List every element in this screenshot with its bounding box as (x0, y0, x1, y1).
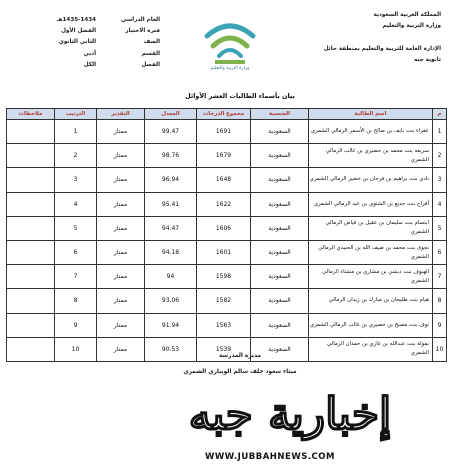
table-row (7, 240, 447, 264)
cell-total: 1648 (197, 168, 251, 192)
cell-m: 2 (433, 144, 447, 168)
header-ministry-block (281, 10, 441, 66)
cell-notes (7, 337, 55, 361)
cell-m: 5 (433, 216, 447, 240)
cell-notes (7, 216, 55, 240)
cell-rank: 7 (55, 265, 97, 289)
signature-role: مديرة المدرسة (218, 353, 262, 359)
info-key: الصف (143, 39, 160, 46)
cell-name: الهنوف بنت دبشي بن مشاري بن مشناء الرمالي الشمري (309, 265, 433, 289)
info-value: الثاني الثانوي (58, 39, 96, 46)
cell-name: أفراح بنت جديع بن الشتوي بن عيد الرمالي الشمري (309, 192, 433, 216)
cell-total: 1563 (197, 313, 251, 337)
cell-m: 6 (433, 240, 447, 264)
cell-grade: ممتاز (97, 216, 145, 240)
cell-nationality: السعودية (251, 120, 309, 144)
info-row (32, 60, 160, 71)
header-spacer (281, 32, 441, 44)
cell-total: 1539 (197, 337, 251, 361)
cell-avg: 94.47 (145, 216, 197, 240)
cell-rank: 6 (55, 240, 97, 264)
info-value: الكل (83, 62, 96, 69)
cell-total: 1679 (197, 144, 251, 168)
table-row (7, 120, 447, 144)
cell-nationality: السعودية (251, 216, 309, 240)
cell-rank: 2 (55, 144, 97, 168)
cell-nationality: السعودية (251, 144, 309, 168)
cell-name: ابتسام بنت سليمان بن عقيل بن فياض الرمالي الشمري (309, 216, 433, 240)
info-row (32, 37, 160, 48)
cell-avg: 95.41 (145, 192, 197, 216)
cell-avg: 90.53 (145, 337, 197, 361)
header-line: المملكة العربية السعودية (373, 12, 441, 18)
cell-avg: 96.94 (145, 168, 197, 192)
cell-nationality: السعودية (251, 192, 309, 216)
info-value: 1435-1434هـ (56, 16, 96, 23)
cell-m: 9 (433, 313, 447, 337)
column-header: الجنسية (251, 109, 309, 120)
cell-notes (7, 265, 55, 289)
signature-name: ميثاء سعود خلف سالم الويباري الشمري (183, 369, 297, 375)
cell-m: 10 (433, 337, 447, 361)
table-row (7, 313, 447, 337)
cell-grade: ممتاز (97, 192, 145, 216)
column-header: مجموع الدرجات (197, 109, 251, 120)
info-value: الفصل الأول (61, 28, 96, 35)
table-row (7, 192, 447, 216)
column-header: ملاحظات (7, 109, 55, 120)
cell-total: 1622 (197, 192, 251, 216)
info-value: أدبي (83, 50, 96, 57)
cell-notes (7, 192, 55, 216)
cell-avg: 94.18 (145, 240, 197, 264)
cell-m: 7 (433, 265, 447, 289)
table-row (7, 265, 447, 289)
cell-avg: 98.76 (145, 144, 197, 168)
info-key: العام الدراسي (121, 16, 160, 23)
cell-name: عفراء بنت نايف بن صالح بن الأسمر الرمالي الشمري (309, 120, 433, 144)
cell-rank: 1 (55, 120, 97, 144)
cell-rank: 5 (55, 216, 97, 240)
cell-total: 1582 (197, 289, 251, 313)
cell-name: نادي بنت براهيم بن فرحان بن خضير الرمالي الشمري (309, 168, 433, 192)
cell-notes (7, 289, 55, 313)
cell-m: 3 (433, 168, 447, 192)
info-row (32, 48, 160, 59)
header-line: ثانوية جبه (414, 57, 441, 63)
cell-grade: ممتاز (97, 289, 145, 313)
cell-rank: 8 (55, 289, 97, 313)
cell-notes (7, 144, 55, 168)
cell-notes (7, 313, 55, 337)
table-row (7, 168, 447, 192)
brand-watermark: إخبارية جبه (188, 389, 392, 440)
cell-grade: ممتاز (97, 313, 145, 337)
cell-total: 1691 (197, 120, 251, 144)
cell-total: 1606 (197, 216, 251, 240)
cell-avg: 93.06 (145, 289, 197, 313)
column-header: الترتيب (55, 109, 97, 120)
cell-notes (7, 120, 55, 144)
cell-grade: ممتاز (97, 240, 145, 264)
cell-avg: 91.94 (145, 313, 197, 337)
cell-rank: 3 (55, 168, 97, 192)
cell-avg: 94 (145, 265, 197, 289)
cell-name: نجوى بنت محمد بن ضيف الله بن الحبيدي الرمالي الشمري (309, 240, 433, 264)
cell-m: 1 (433, 120, 447, 144)
table-header-row (7, 109, 447, 120)
column-header: التقدير (97, 109, 145, 120)
website-url: WWW.JUBBAHNEWS.COM (205, 452, 335, 462)
table-row (7, 144, 447, 168)
info-row (32, 25, 160, 36)
cell-grade: ممتاز (97, 265, 145, 289)
cell-name: نوف بنت مصيخ بن حضيري بن غالب الرمالي الشمري (309, 313, 433, 337)
info-row (32, 14, 160, 25)
info-key: فترة الاختبار (125, 28, 160, 35)
column-header: اسم الطالبة (309, 109, 433, 120)
cell-name: سريعه بنت محمد بن حضيري بن غالب الرمالي الشمري (309, 144, 433, 168)
cell-nationality: السعودية (251, 265, 309, 289)
table-row (7, 216, 447, 240)
cell-total: 1598 (197, 265, 251, 289)
cell-m: 4 (433, 192, 447, 216)
signature-block (140, 348, 340, 380)
cell-avg: 99.47 (145, 120, 197, 144)
cell-rank: 4 (55, 192, 97, 216)
cell-name: نمولة بنت عبدالله بن غازي بن حمدان الرمالي الشمري (309, 337, 433, 361)
info-key: القسم (141, 50, 160, 57)
cell-nationality: السعودية (251, 168, 309, 192)
cell-grade: ممتاز (97, 120, 145, 144)
cell-nationality: السعودية (251, 313, 309, 337)
cell-grade: ممتاز (97, 337, 145, 361)
header-line: الإدارة العامة للتربية والتعليم بمنطقة حائل (323, 46, 441, 52)
cell-nationality: السعودية (251, 337, 309, 361)
exam-info-block (32, 14, 160, 71)
cell-nationality: السعودية (251, 289, 309, 313)
column-header: المعدل (145, 109, 197, 120)
cell-rank: 9 (55, 313, 97, 337)
cell-name: هيام بنت طليحان بن مبارك بن زيدان الرمالي (309, 289, 433, 313)
logo-caption: وزارة التربية والتعليم (210, 66, 250, 71)
students-table (6, 108, 447, 362)
cell-m: 8 (433, 289, 447, 313)
cell-grade: ممتاز (97, 168, 145, 192)
cell-total: 1601 (197, 240, 251, 264)
cell-notes (7, 168, 55, 192)
info-key: الفصل (141, 62, 160, 69)
cell-notes (7, 240, 55, 264)
header-line: وزارة التربية والتعليم (382, 23, 441, 29)
table-row (7, 289, 447, 313)
cell-grade: ممتاز (97, 144, 145, 168)
document-title: بيان بأسماء الطالبات العشر الأوائل (185, 92, 295, 100)
column-header: م (433, 109, 447, 120)
cell-rank: 10 (55, 337, 97, 361)
cell-nationality: السعودية (251, 240, 309, 264)
